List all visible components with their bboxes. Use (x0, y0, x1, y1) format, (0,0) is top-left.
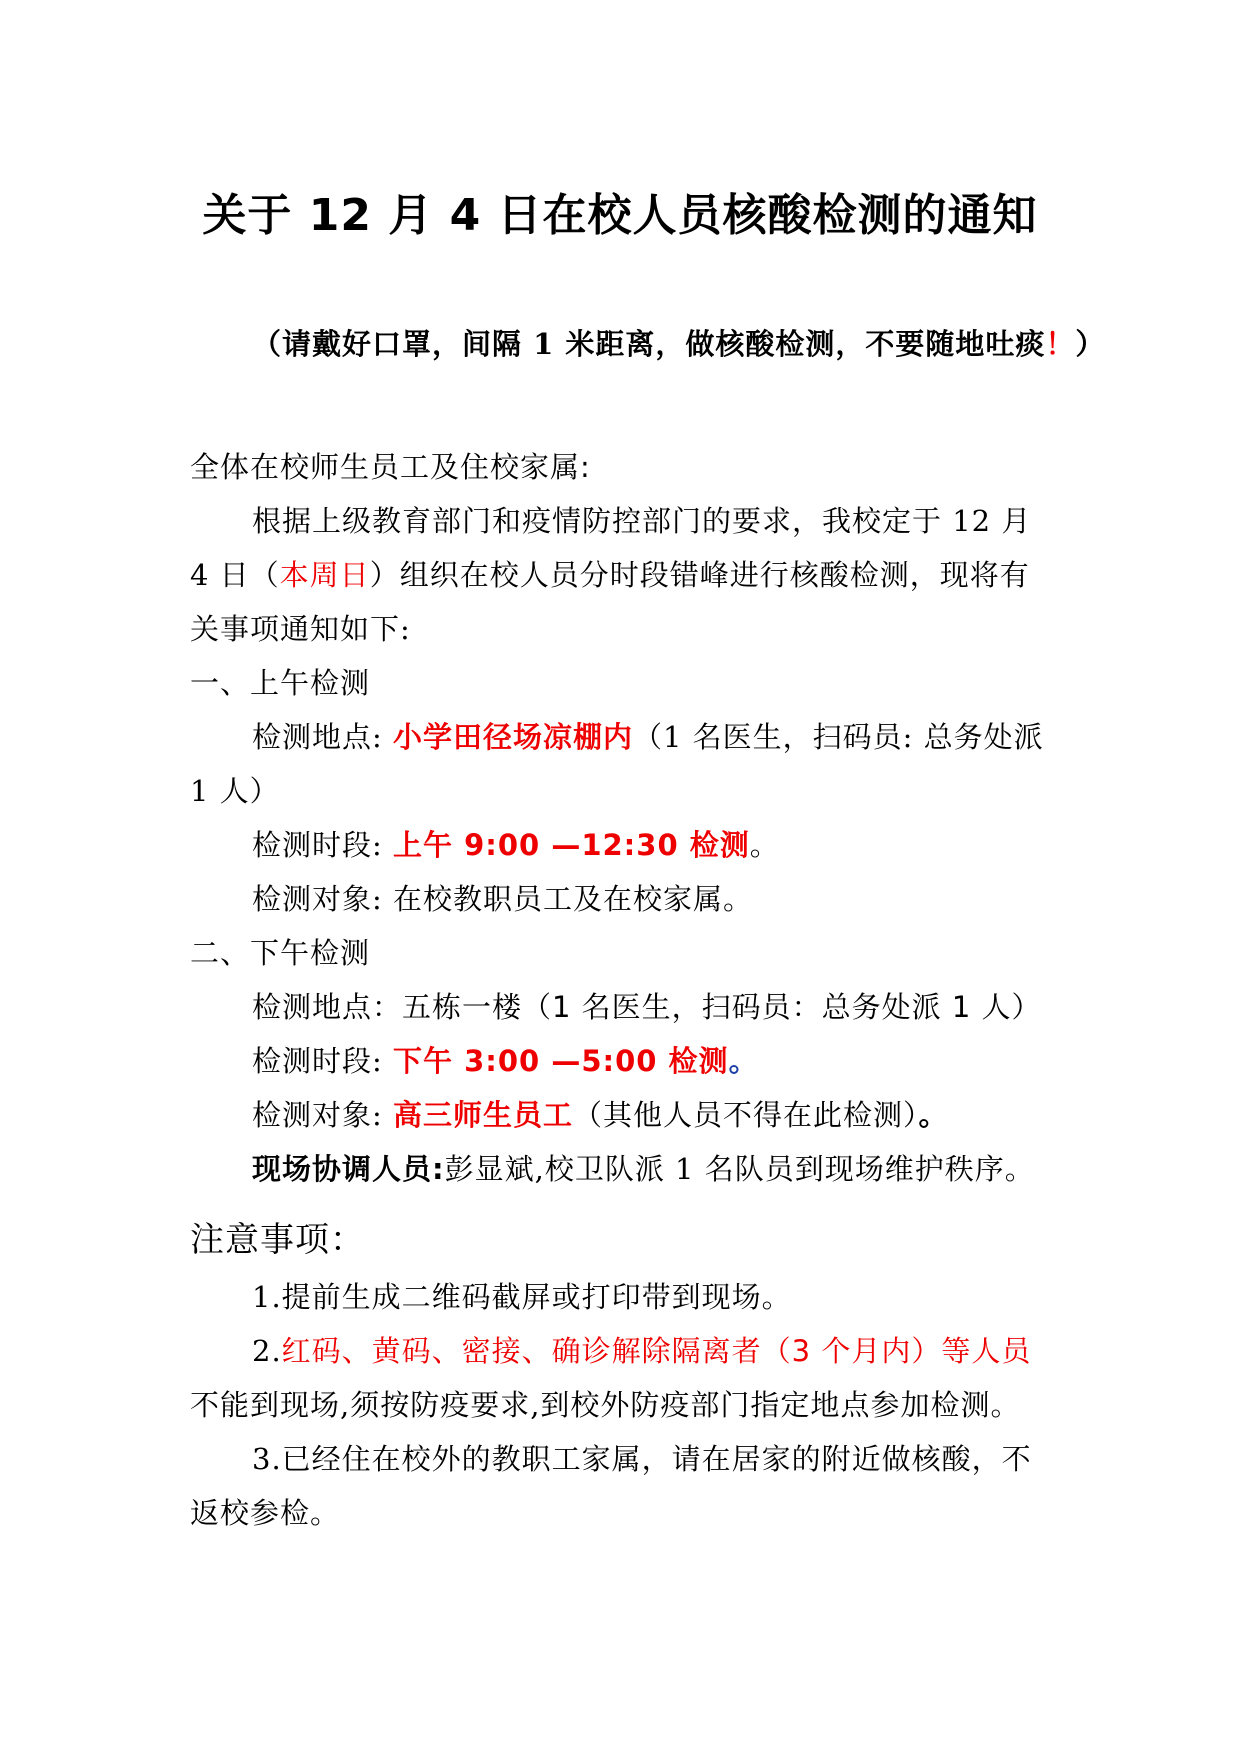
section2-coordinator (190, 1142, 1058, 1196)
section2-target-value: 高三师生员工 (393, 1098, 574, 1132)
section2-coordinator-label: 现场协调人员: (252, 1152, 445, 1186)
document-body (190, 440, 1058, 1540)
section2-target-label: 检测对象: (252, 1098, 383, 1132)
intro-highlight: 本周日 (279, 558, 370, 592)
section1-time-label: 检测时段: (252, 828, 383, 862)
safety-reminder-close: ） (1075, 327, 1106, 361)
salutation: 全体在校师生员工及住校家属: (190, 450, 591, 484)
notes-item-3: 3.已经住在校外的教职工家属，请在居家的附近做核酸，不返校参检。 (190, 1442, 1032, 1530)
intro-paragraph (190, 494, 1058, 656)
section2-time-value: 下午 3:00 —5:00 检测 (393, 1044, 729, 1078)
section2-heading: 二、下午检测 (190, 936, 371, 970)
section1-location-label: 检测地点: (252, 720, 383, 754)
notes-item-2 (190, 1324, 1058, 1432)
notes-item-2-number: 2. (252, 1334, 282, 1368)
section1-time-value: 上午 9:00 —12:30 检测 (393, 828, 750, 862)
section2-target-end: 。 (918, 1098, 949, 1132)
section2-time (190, 1034, 1058, 1088)
section1-target (190, 872, 1058, 926)
section2-location: 检测地点：五栋一楼（1 名医生，扫码员：总务处派 1 人） (252, 990, 1042, 1024)
section2-time-label: 检测时段: (252, 1044, 383, 1078)
section2-time-end: 。 (728, 1044, 759, 1078)
section1-time (190, 818, 1058, 872)
section1-target-label: 检测对象: (252, 882, 383, 916)
safety-reminder-text: （请戴好口罩，间隔 1 米距离，做核酸检测，不要随地吐痰 (252, 327, 1046, 361)
section1-target-value: 在校教职员工及在校家属。 (393, 882, 754, 916)
notes-item-2-highlight: 红码、黄码、密接、确诊解除隔离者（3 个月内）等人员 (281, 1334, 1032, 1368)
intro-text-1: 根据上级教育部门和疫情防控部门的要求，我校定于 12 月 4 日（ (190, 504, 1032, 592)
intro-text-2: ）组织在校人员分时段错峰进行核酸检测，现将有关事项通知如下: (190, 558, 1030, 646)
section2-coordinator-value: 彭显斌,校卫队派 1 名队员到现场维护秩序。 (444, 1152, 1035, 1186)
section1-location-value: 小学田径场凉棚内 (393, 720, 634, 754)
safety-reminder (252, 322, 1212, 366)
section2-target (190, 1088, 1058, 1142)
section2-target-note: （其他人员不得在此检测） (573, 1098, 919, 1132)
notes-item-1: 1.提前生成二维码截屏或打印带到现场。 (252, 1280, 792, 1314)
section1-location-note: （1 名医生，扫码员: 总务处派 1 人） (190, 720, 1044, 808)
section1-time-end: 。 (749, 828, 780, 862)
notes-heading: 注意事项： (190, 1220, 365, 1260)
notes-item-2-rest: 不能到现场,须按防疫要求,到校外防疫部门指定地点参加检测。 (190, 1388, 1021, 1422)
safety-reminder-exclaim: ！ (1045, 327, 1076, 361)
document-title: 关于 12 月 4 日在校人员核酸检测的通知 (202, 190, 1038, 241)
section1-location (190, 710, 1058, 818)
section1-heading: 一、上午检测 (190, 666, 371, 700)
